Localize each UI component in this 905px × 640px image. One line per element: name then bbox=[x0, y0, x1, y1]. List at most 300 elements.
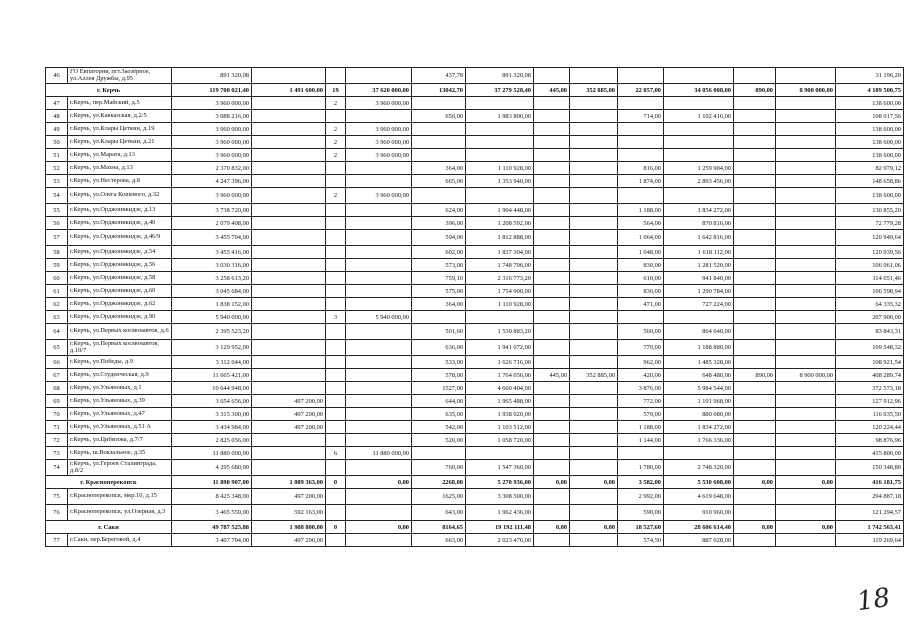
value-cell bbox=[252, 175, 326, 188]
value-cell: 8164,65 bbox=[412, 521, 466, 534]
value-cell bbox=[346, 324, 412, 340]
value-cell bbox=[618, 149, 664, 162]
value-cell: 870 816,00 bbox=[664, 217, 734, 230]
value-cell bbox=[734, 460, 776, 476]
row-number: 71 bbox=[46, 421, 68, 434]
value-cell bbox=[412, 136, 466, 149]
value-cell bbox=[346, 369, 412, 382]
value-cell bbox=[734, 188, 776, 204]
value-cell bbox=[570, 175, 618, 188]
value-cell: 648 480,00 bbox=[664, 369, 734, 382]
value-cell bbox=[734, 259, 776, 272]
value-cell: 294 887,18 bbox=[836, 489, 904, 505]
value-cell bbox=[570, 110, 618, 123]
value-cell: 3 960 000,00 bbox=[346, 123, 412, 136]
value-cell: 2268,00 bbox=[412, 476, 466, 489]
value-cell: 64 335,32 bbox=[836, 298, 904, 311]
value-cell: 864 640,00 bbox=[664, 324, 734, 340]
value-cell bbox=[534, 123, 570, 136]
row-number: 75 bbox=[46, 489, 68, 505]
value-cell: 207 900,00 bbox=[836, 311, 904, 324]
value-cell bbox=[570, 311, 618, 324]
address-cell: г.Керчь, ул.Нестерова, д.8 bbox=[68, 175, 172, 188]
value-cell: 3 045 684,00 bbox=[172, 285, 252, 298]
value-cell: 352 885,00 bbox=[570, 369, 618, 382]
value-cell: 592 163,00 bbox=[252, 505, 326, 521]
value-cell bbox=[346, 110, 412, 123]
value-cell bbox=[776, 246, 836, 259]
value-cell bbox=[346, 204, 412, 217]
value-cell bbox=[412, 188, 466, 204]
value-cell: 1 766 336,00 bbox=[664, 434, 734, 447]
value-cell: 2 bbox=[326, 149, 346, 162]
value-cell bbox=[570, 489, 618, 505]
value-cell bbox=[570, 434, 618, 447]
value-cell bbox=[618, 447, 664, 460]
value-cell: 1 064,00 bbox=[618, 230, 664, 246]
value-cell: 108 017,56 bbox=[836, 110, 904, 123]
value-cell bbox=[346, 340, 412, 356]
value-cell: 3 315 300,00 bbox=[172, 408, 252, 421]
value-cell: 3 960 000,00 bbox=[172, 123, 252, 136]
value-cell bbox=[776, 311, 836, 324]
table-row bbox=[46, 285, 904, 298]
value-cell bbox=[326, 340, 346, 356]
value-cell bbox=[326, 246, 346, 259]
value-cell bbox=[534, 434, 570, 447]
value-cell bbox=[734, 382, 776, 395]
value-cell bbox=[776, 136, 836, 149]
value-cell bbox=[326, 382, 346, 395]
value-cell: 1527,00 bbox=[412, 382, 466, 395]
value-cell bbox=[570, 162, 618, 175]
row-number: 55 bbox=[46, 204, 68, 217]
value-cell: 121 294,57 bbox=[836, 505, 904, 521]
group-label: г. Керчь bbox=[46, 84, 172, 97]
value-cell bbox=[570, 421, 618, 434]
value-cell: 497 200,00 bbox=[252, 534, 326, 547]
value-cell bbox=[664, 149, 734, 162]
value-cell bbox=[534, 460, 570, 476]
value-cell: 890,00 bbox=[734, 369, 776, 382]
value-cell: 2 748 320,00 bbox=[664, 460, 734, 476]
value-cell bbox=[734, 285, 776, 298]
value-cell bbox=[346, 175, 412, 188]
row-number: 50 bbox=[46, 136, 68, 149]
value-cell bbox=[326, 408, 346, 421]
table-row bbox=[46, 434, 904, 447]
value-cell: 3 960 000,00 bbox=[346, 136, 412, 149]
value-cell bbox=[252, 136, 326, 149]
row-number: 52 bbox=[46, 162, 68, 175]
value-cell bbox=[776, 272, 836, 285]
value-cell: 119 700 021,40 bbox=[172, 84, 252, 97]
value-cell: 1 188,00 bbox=[618, 421, 664, 434]
value-cell: 148 658,86 bbox=[836, 175, 904, 188]
value-cell bbox=[252, 447, 326, 460]
value-cell bbox=[346, 534, 412, 547]
value-cell bbox=[534, 340, 570, 356]
value-cell bbox=[618, 97, 664, 110]
value-cell: 415 800,00 bbox=[836, 447, 904, 460]
value-cell: 501,60 bbox=[412, 324, 466, 340]
value-cell bbox=[734, 324, 776, 340]
page-number: 18 bbox=[855, 582, 893, 618]
address-cell: г.Керчь, ул.Первых космонавтов, д.6 bbox=[68, 324, 172, 340]
table-row bbox=[46, 259, 904, 272]
value-cell: 1 780,00 bbox=[618, 460, 664, 476]
value-cell bbox=[734, 298, 776, 311]
value-cell bbox=[776, 175, 836, 188]
value-cell bbox=[326, 162, 346, 175]
group-total-row bbox=[46, 476, 904, 489]
value-cell bbox=[734, 217, 776, 230]
value-cell: 890,00 bbox=[734, 84, 776, 97]
value-cell: 0,00 bbox=[734, 521, 776, 534]
value-cell bbox=[534, 534, 570, 547]
address-cell: г.Керчь, ш.Вокзальное, д.35 bbox=[68, 447, 172, 460]
value-cell: 4 189 500,75 bbox=[836, 84, 904, 97]
value-cell: 575,00 bbox=[412, 285, 466, 298]
value-cell: 1 058 720,00 bbox=[466, 434, 534, 447]
value-cell bbox=[776, 285, 836, 298]
value-cell bbox=[466, 123, 534, 136]
value-cell: 120 949,64 bbox=[836, 230, 904, 246]
value-cell bbox=[326, 395, 346, 408]
value-cell bbox=[412, 123, 466, 136]
value-cell: 1 834 272,00 bbox=[664, 421, 734, 434]
address-cell: г.Керчь, пер.Майский, д.5 bbox=[68, 97, 172, 110]
value-cell bbox=[534, 68, 570, 84]
value-cell: 1 144,00 bbox=[618, 434, 664, 447]
table-row bbox=[46, 230, 904, 246]
address-cell: г.Керчь, ул.Орджоникидзе, д.54 bbox=[68, 246, 172, 259]
row-number: 69 bbox=[46, 395, 68, 408]
value-cell bbox=[466, 97, 534, 110]
value-cell bbox=[346, 489, 412, 505]
value-cell: 574,50 bbox=[618, 534, 664, 547]
value-cell: 72 779,28 bbox=[836, 217, 904, 230]
value-cell bbox=[570, 136, 618, 149]
value-cell: 3 bbox=[326, 311, 346, 324]
value-cell: 1 188 880,00 bbox=[664, 340, 734, 356]
table-row bbox=[46, 217, 904, 230]
value-cell: 0,00 bbox=[570, 521, 618, 534]
value-cell bbox=[346, 68, 412, 84]
value-cell: 364,00 bbox=[412, 162, 466, 175]
value-cell bbox=[776, 382, 836, 395]
value-cell: 22 057,00 bbox=[618, 84, 664, 97]
value-cell: 4 660 404,00 bbox=[466, 382, 534, 395]
value-cell: 2 bbox=[326, 123, 346, 136]
value-cell bbox=[776, 68, 836, 84]
value-cell bbox=[664, 68, 734, 84]
row-number: 61 bbox=[46, 285, 68, 298]
value-cell: 18 527,60 bbox=[618, 521, 664, 534]
row-number: 76 bbox=[46, 505, 68, 521]
value-cell bbox=[534, 408, 570, 421]
address-cell: г.Керчь, ул.Клары Цеткин, д.19 bbox=[68, 123, 172, 136]
table-row bbox=[46, 505, 904, 521]
row-number: 63 bbox=[46, 311, 68, 324]
value-cell bbox=[570, 246, 618, 259]
value-cell: 636,00 bbox=[412, 340, 466, 356]
value-cell bbox=[326, 324, 346, 340]
group-label: г. Красноперекопск bbox=[46, 476, 172, 489]
value-cell: 8 900 000,00 bbox=[776, 84, 836, 97]
value-cell: 0,00 bbox=[534, 521, 570, 534]
value-cell: 3 407 704,00 bbox=[172, 534, 252, 547]
value-cell: 119 269,64 bbox=[836, 534, 904, 547]
value-cell: 420,00 bbox=[618, 369, 664, 382]
value-cell bbox=[252, 217, 326, 230]
value-cell: 5 530 608,00 bbox=[664, 476, 734, 489]
value-cell: 643,00 bbox=[412, 505, 466, 521]
table-row bbox=[46, 298, 904, 311]
value-cell bbox=[534, 217, 570, 230]
value-cell: 1 208 592,00 bbox=[466, 217, 534, 230]
value-cell: 594,00 bbox=[412, 230, 466, 246]
value-cell bbox=[534, 97, 570, 110]
value-cell: 1 089 363,00 bbox=[252, 476, 326, 489]
table-row bbox=[46, 534, 904, 547]
value-cell bbox=[734, 272, 776, 285]
value-cell bbox=[776, 356, 836, 369]
value-cell: 396,00 bbox=[412, 217, 466, 230]
value-cell: 116 035,50 bbox=[836, 408, 904, 421]
value-cell: 98 876,96 bbox=[836, 434, 904, 447]
value-cell: 19 bbox=[326, 84, 346, 97]
value-cell: 1 188,00 bbox=[618, 204, 664, 217]
value-cell bbox=[664, 97, 734, 110]
value-cell: 5 940 000,00 bbox=[172, 311, 252, 324]
value-cell: 0,00 bbox=[776, 521, 836, 534]
value-cell bbox=[776, 340, 836, 356]
value-cell bbox=[534, 162, 570, 175]
value-cell: 1 618 112,00 bbox=[664, 246, 734, 259]
value-cell bbox=[570, 382, 618, 395]
row-number: 74 bbox=[46, 460, 68, 476]
row-number: 70 bbox=[46, 408, 68, 421]
value-cell: 3 088 216,00 bbox=[172, 110, 252, 123]
value-cell: 0 bbox=[326, 476, 346, 489]
value-cell: 138 600,00 bbox=[836, 97, 904, 110]
value-cell bbox=[570, 298, 618, 311]
value-cell bbox=[346, 298, 412, 311]
value-cell bbox=[776, 534, 836, 547]
value-cell bbox=[570, 324, 618, 340]
value-cell bbox=[776, 188, 836, 204]
value-cell bbox=[734, 68, 776, 84]
value-cell: 1 626 716,00 bbox=[466, 356, 534, 369]
value-cell: 578,00 bbox=[412, 369, 466, 382]
value-cell: 10 644 948,00 bbox=[172, 382, 252, 395]
value-cell: 3 465 559,00 bbox=[172, 505, 252, 521]
value-cell: 3 960 000,00 bbox=[346, 97, 412, 110]
value-cell bbox=[466, 188, 534, 204]
value-cell: 497 200,00 bbox=[252, 395, 326, 408]
value-cell: 1 748 796,00 bbox=[466, 259, 534, 272]
value-cell: 880 080,00 bbox=[664, 408, 734, 421]
value-cell: 624,00 bbox=[412, 204, 466, 217]
value-cell bbox=[734, 421, 776, 434]
value-cell bbox=[734, 97, 776, 110]
value-cell bbox=[734, 136, 776, 149]
value-cell: 1 485 328,00 bbox=[664, 356, 734, 369]
value-cell: 663,00 bbox=[412, 534, 466, 547]
value-cell bbox=[618, 136, 664, 149]
value-cell: 138 600,00 bbox=[836, 149, 904, 162]
value-cell: 887 028,00 bbox=[664, 534, 734, 547]
value-cell bbox=[326, 505, 346, 521]
value-cell bbox=[570, 230, 618, 246]
table-row bbox=[46, 68, 904, 84]
value-cell: 37 620 000,00 bbox=[346, 84, 412, 97]
address-cell: г.Керчь, ул.Марата, д.13 bbox=[68, 149, 172, 162]
value-cell: 1 754 900,00 bbox=[466, 285, 534, 298]
row-number: 72 bbox=[46, 434, 68, 447]
value-cell: 4 295 680,00 bbox=[172, 460, 252, 476]
value-cell: 1 764 056,00 bbox=[466, 369, 534, 382]
value-cell: 497 200,00 bbox=[252, 421, 326, 434]
value-cell bbox=[618, 311, 664, 324]
value-cell bbox=[570, 188, 618, 204]
row-number: 53 bbox=[46, 175, 68, 188]
value-cell: 1 838 152,00 bbox=[172, 298, 252, 311]
value-cell: 2 893 456,00 bbox=[664, 175, 734, 188]
table-row bbox=[46, 162, 904, 175]
table-row bbox=[46, 356, 904, 369]
value-cell: 816,00 bbox=[618, 162, 664, 175]
value-cell: 1 547 360,00 bbox=[466, 460, 534, 476]
value-cell bbox=[346, 382, 412, 395]
address-cell: г.Керчь, ул.Орджоникидзе, д.46/9 bbox=[68, 230, 172, 246]
value-cell: 49 787 525,88 bbox=[172, 521, 252, 534]
value-cell: 727 224,00 bbox=[664, 298, 734, 311]
address-cell: г.Керчь, ул.Первых космонавтов, д.10/7 bbox=[68, 340, 172, 356]
table-row bbox=[46, 311, 904, 324]
value-cell bbox=[776, 505, 836, 521]
value-cell bbox=[534, 489, 570, 505]
value-cell bbox=[776, 162, 836, 175]
value-cell bbox=[326, 298, 346, 311]
value-cell: 114 051,46 bbox=[836, 272, 904, 285]
address-cell: г.Керчь, ул.Орджоникидзе, д.90 bbox=[68, 311, 172, 324]
value-cell: 3 455 704,00 bbox=[172, 230, 252, 246]
table-row bbox=[46, 421, 904, 434]
value-cell bbox=[534, 246, 570, 259]
value-cell: 1 102 416,00 bbox=[664, 110, 734, 123]
value-cell: 1 941 072,00 bbox=[466, 340, 534, 356]
value-cell bbox=[776, 230, 836, 246]
value-cell bbox=[534, 311, 570, 324]
table-row bbox=[46, 489, 904, 505]
address-cell: г.Керчь, ул.Клары Цеткин, д.21 bbox=[68, 136, 172, 149]
value-cell bbox=[346, 505, 412, 521]
table-body bbox=[46, 68, 904, 547]
value-cell: 0,00 bbox=[570, 476, 618, 489]
value-cell bbox=[570, 447, 618, 460]
value-cell: 3 960 000,00 bbox=[172, 97, 252, 110]
value-cell bbox=[570, 460, 618, 476]
table-row bbox=[46, 369, 904, 382]
value-cell bbox=[534, 230, 570, 246]
address-cell: г.Керчь, ул.Орджоникидзе, д.40 bbox=[68, 217, 172, 230]
row-number: 59 bbox=[46, 259, 68, 272]
value-cell bbox=[664, 188, 734, 204]
value-cell bbox=[326, 110, 346, 123]
value-cell bbox=[618, 68, 664, 84]
value-cell: 364,00 bbox=[412, 298, 466, 311]
value-cell bbox=[734, 123, 776, 136]
table-row bbox=[46, 395, 904, 408]
value-cell: 1 491 600,00 bbox=[252, 84, 326, 97]
value-cell bbox=[570, 408, 618, 421]
budget-table bbox=[45, 67, 904, 547]
value-cell: 714,00 bbox=[618, 110, 664, 123]
value-cell: 445,00 bbox=[534, 84, 570, 97]
table-row bbox=[46, 382, 904, 395]
value-cell bbox=[776, 259, 836, 272]
value-cell: 3 582,00 bbox=[618, 476, 664, 489]
value-cell: 0 bbox=[326, 521, 346, 534]
value-cell bbox=[412, 447, 466, 460]
address-cell: г.Керчь, ул.Орджоникидзе, д.13 bbox=[68, 204, 172, 217]
value-cell bbox=[346, 421, 412, 434]
value-cell: 3 654 656,00 bbox=[172, 395, 252, 408]
value-cell: 106 598,94 bbox=[836, 285, 904, 298]
value-cell bbox=[534, 110, 570, 123]
value-cell bbox=[570, 68, 618, 84]
value-cell: 1 103 512,00 bbox=[466, 421, 534, 434]
value-cell bbox=[664, 123, 734, 136]
address-cell: г.Саки, пер.Береговой, д.4 bbox=[68, 534, 172, 547]
value-cell: 3 455 416,00 bbox=[172, 246, 252, 259]
value-cell bbox=[570, 149, 618, 162]
table-row bbox=[46, 272, 904, 285]
row-number: 47 bbox=[46, 97, 68, 110]
value-cell: 542,00 bbox=[412, 421, 466, 434]
value-cell: 1 812 888,00 bbox=[466, 230, 534, 246]
value-cell: 3 112 044,00 bbox=[172, 356, 252, 369]
value-cell bbox=[734, 204, 776, 217]
value-cell: 127 912,96 bbox=[836, 395, 904, 408]
address-cell: г.Красноперекопск, мкр.10, д.15 bbox=[68, 489, 172, 505]
value-cell bbox=[252, 460, 326, 476]
value-cell: 570,00 bbox=[618, 408, 664, 421]
value-cell bbox=[466, 149, 534, 162]
value-cell bbox=[776, 395, 836, 408]
value-cell: 1 965 488,00 bbox=[466, 395, 534, 408]
value-cell bbox=[664, 136, 734, 149]
value-cell bbox=[534, 324, 570, 340]
value-cell: 0,00 bbox=[734, 476, 776, 489]
value-cell: 770,00 bbox=[618, 340, 664, 356]
value-cell: 1 904 448,00 bbox=[466, 204, 534, 217]
value-cell bbox=[326, 356, 346, 369]
value-cell bbox=[734, 434, 776, 447]
value-cell bbox=[346, 395, 412, 408]
value-cell: 1 837 304,00 bbox=[466, 246, 534, 259]
table-row bbox=[46, 123, 904, 136]
value-cell: 3 876,00 bbox=[618, 382, 664, 395]
group-label: г. Саки bbox=[46, 521, 172, 534]
value-cell: 28 606 614,40 bbox=[664, 521, 734, 534]
value-cell bbox=[570, 272, 618, 285]
address-cell: г.Керчь, ул.Ульяновых, д.1 bbox=[68, 382, 172, 395]
value-cell bbox=[326, 421, 346, 434]
value-cell: 891 320,08 bbox=[466, 68, 534, 84]
